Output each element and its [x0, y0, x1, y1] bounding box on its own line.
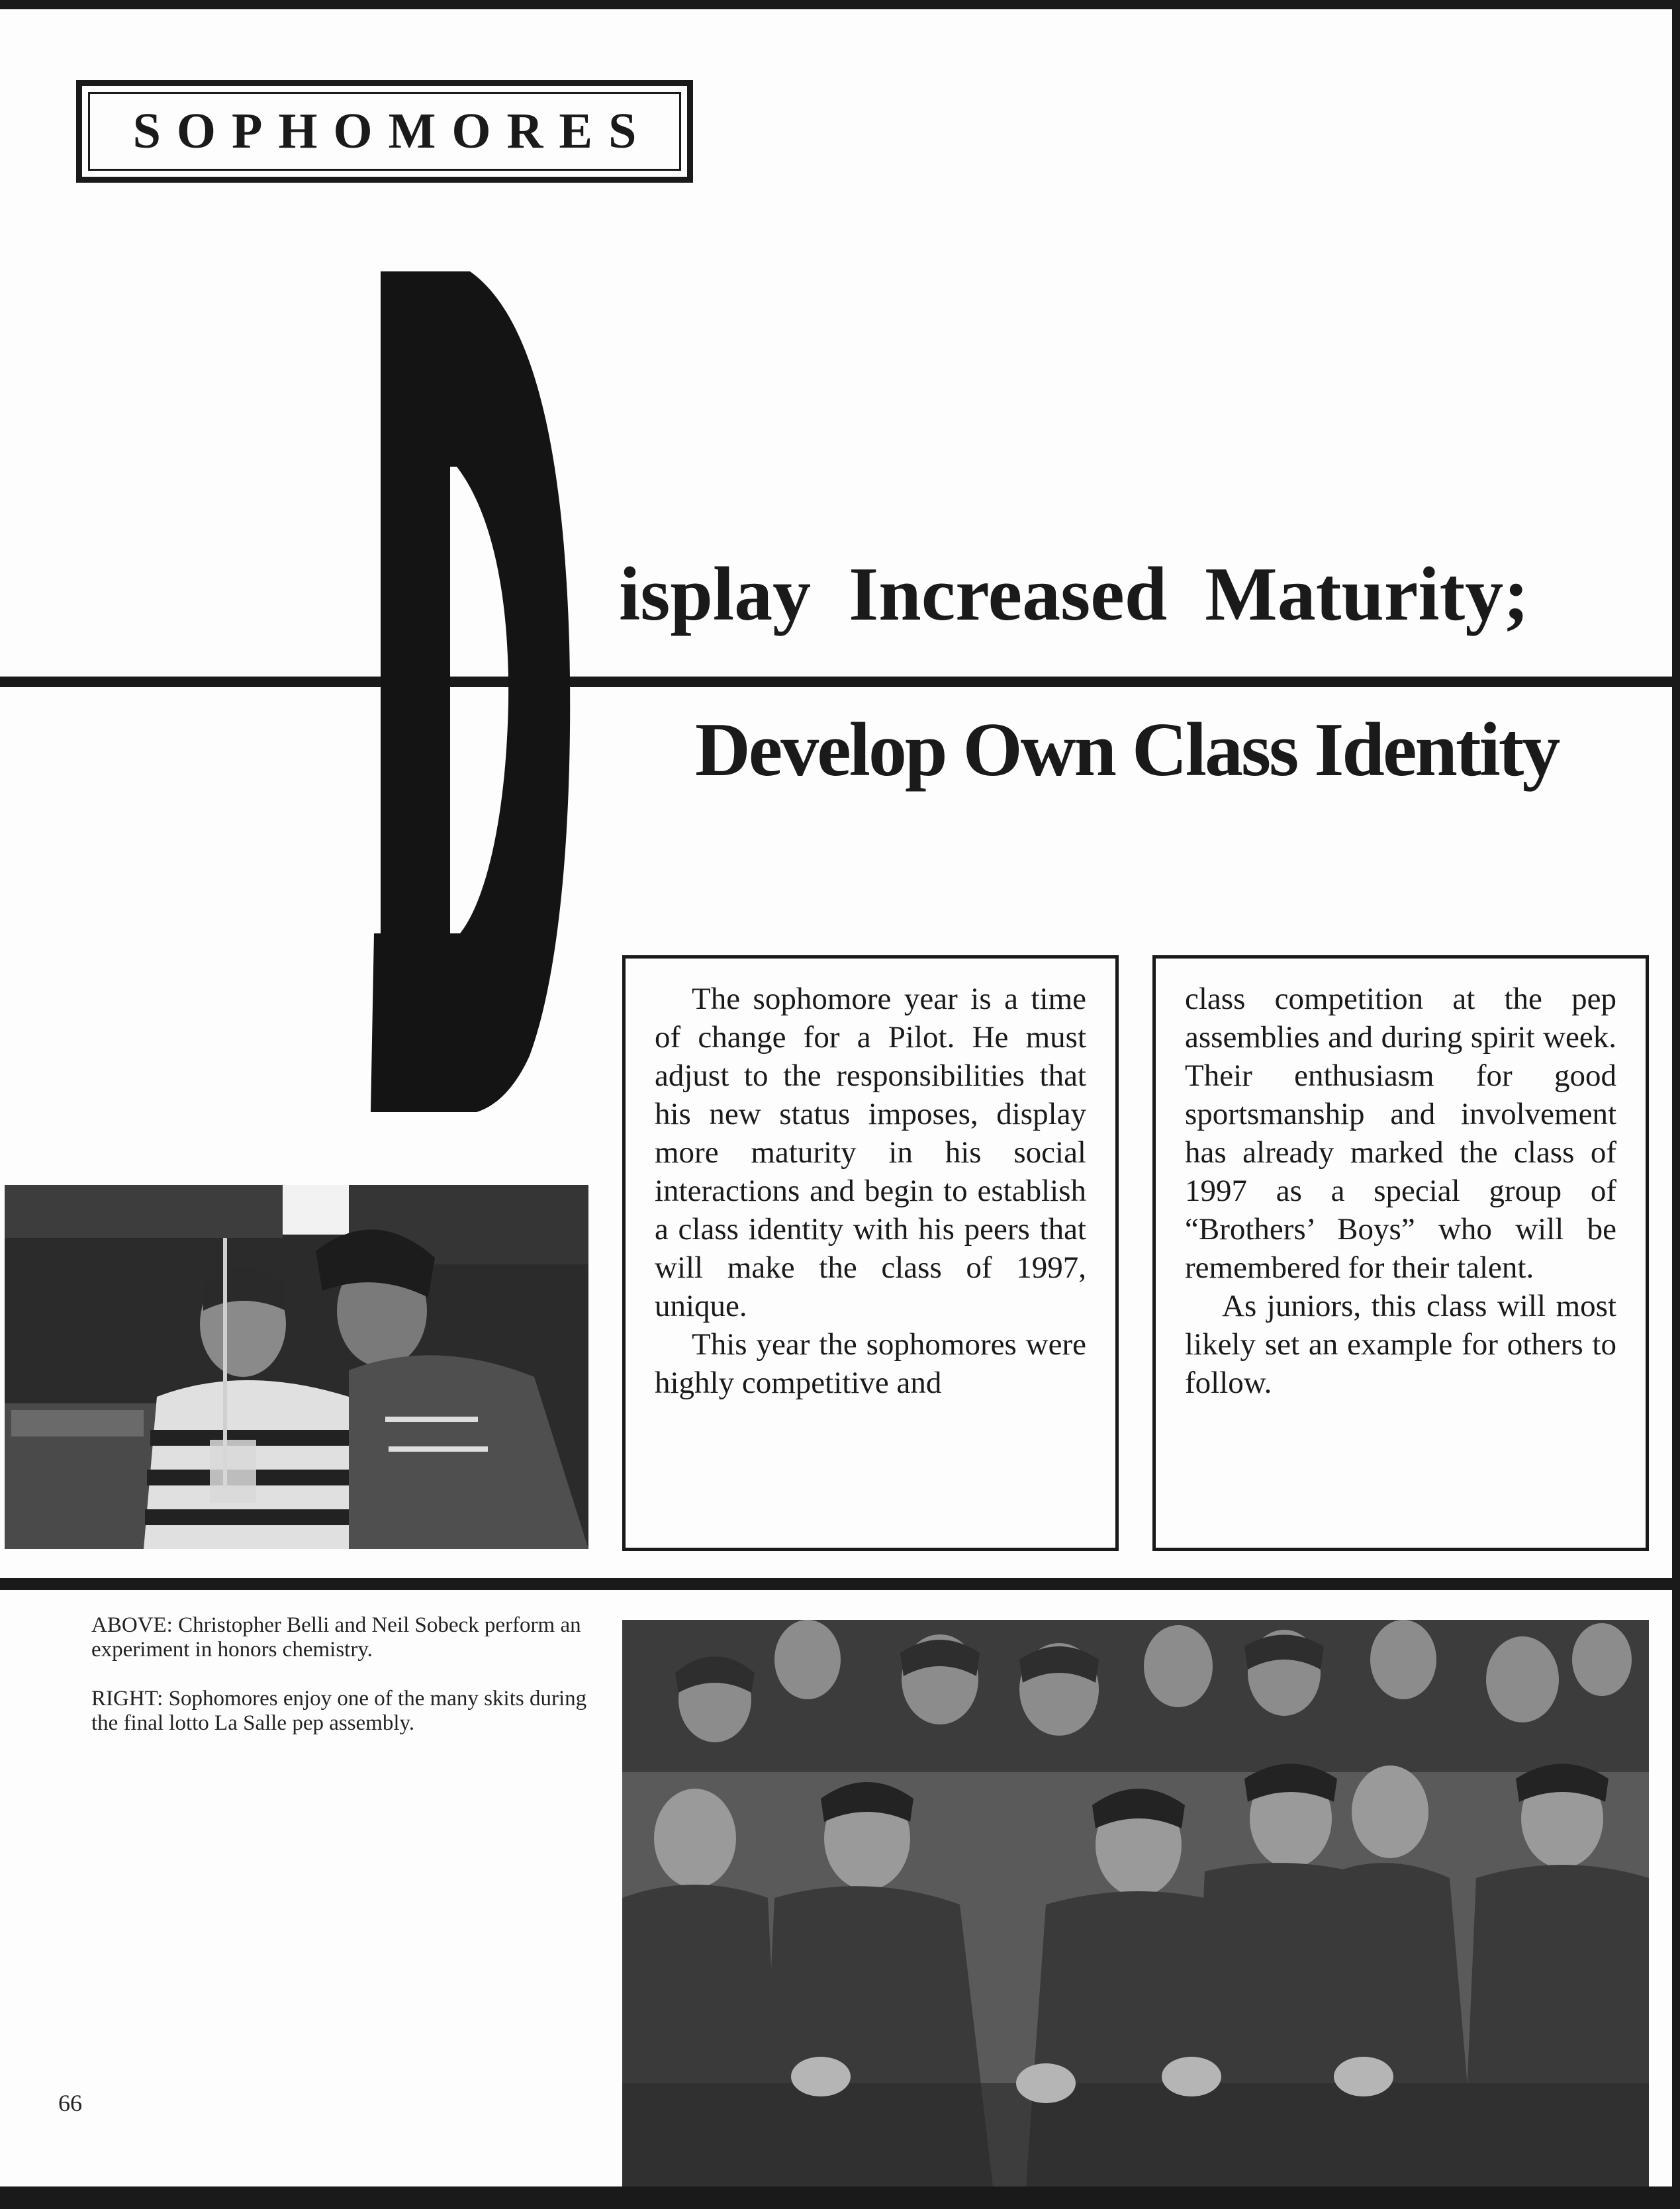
body-paragraph: class competition at the pep assemblies and during spirit week. Their enthusiasm for good sportsmanship and involvement has already marked the class of 1997 as a special group of “Brothers’ Boys” who will be remembered for their talent. [1185, 982, 1616, 1285]
section-label-inner-frame [88, 92, 681, 171]
photo-captions [91, 1613, 594, 1760]
pep-assembly-photo-illustration [622, 1620, 1649, 2186]
chemistry-photo [5, 1185, 588, 1549]
body-paragraph: This year the sophomores were highly competitive and [655, 1327, 1086, 1400]
caption-above: ABOVE: Christopher Belli and Neil Sobeck perform an experiment in honors chemistry. [91, 1613, 581, 1662]
body-paragraph: As juniors, this class will most likely set an example for others to follow. [1185, 1289, 1616, 1400]
pep-assembly-photo [622, 1620, 1649, 2186]
top-border [0, 0, 1680, 9]
body-text-column-1 [622, 955, 1119, 1551]
chemistry-photo-illustration [5, 1185, 588, 1549]
section-label-box [76, 80, 693, 183]
headline-line-1: isplay Increased Maturity; [619, 552, 1529, 637]
headline-rule [0, 677, 1672, 687]
body-text-column-2 [1152, 955, 1649, 1551]
page-number: 66 [58, 2090, 82, 2116]
photo-rule [0, 1578, 1672, 1590]
body-paragraph: The sophomore year is a time of change for a Pilot. He must adjust to the responsibilities that his new status imposes, display more maturity in his social interactions and begin to establish a class identity with his peers that will make the class of 1997, unique. [655, 982, 1086, 1323]
right-border [1672, 0, 1680, 2209]
section-label: SOPHOMORES [132, 103, 653, 159]
headline-line-2: Develop Own Class Identity [695, 708, 1559, 792]
bottom-border [0, 2186, 1680, 2209]
caption-right: RIGHT: Sophomores enjoy one of the many skits during the final lotto La Salle pep assembly. [91, 1687, 587, 1735]
drop-cap-d [371, 271, 576, 1112]
